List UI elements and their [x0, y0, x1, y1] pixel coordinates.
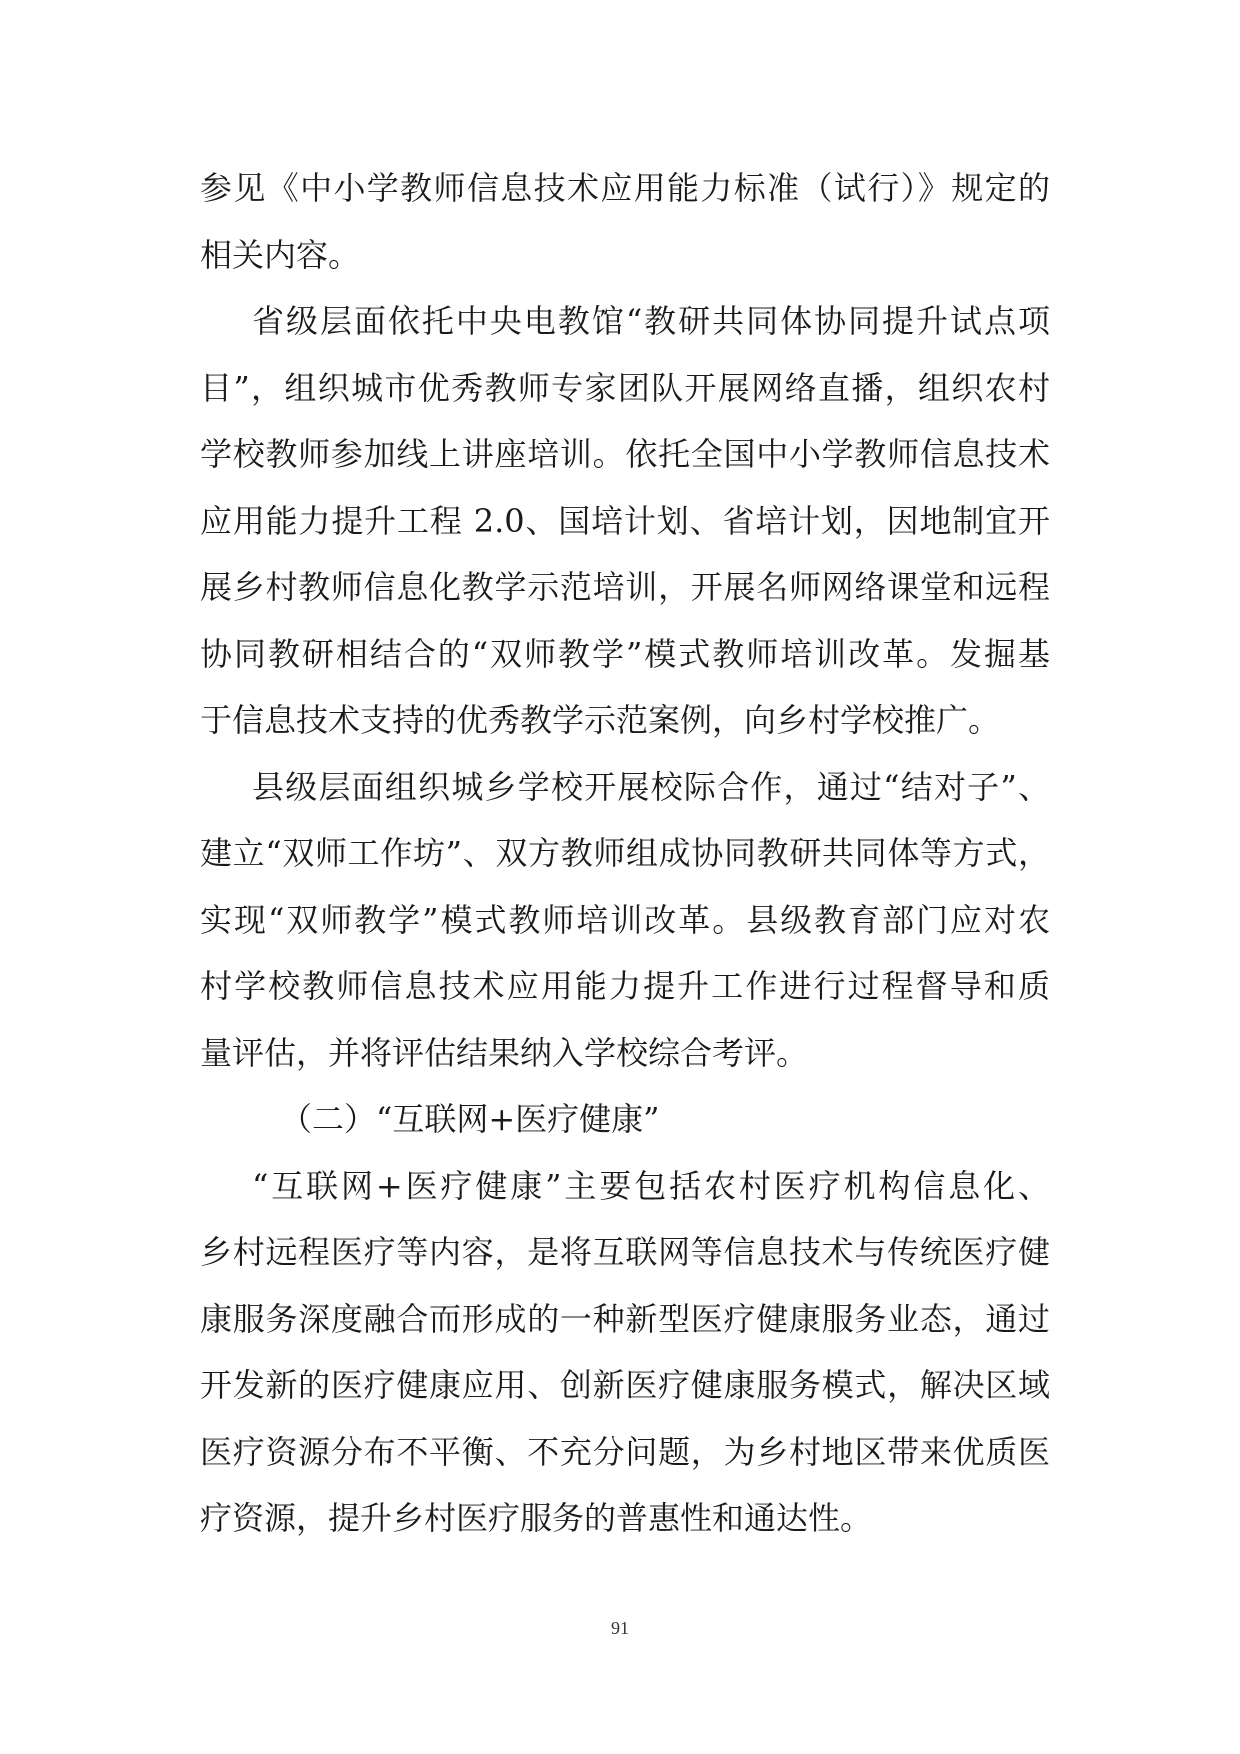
text-line: 展乡村教师信息化教学示范培训，开展名师网络课堂和远程	[200, 568, 1050, 606]
text-line: 省级层面依托中央电教馆“教研共同体协同提升试点项	[252, 302, 1050, 340]
text-line: 应用能力提升工程 2.0、国培计划、省培计划，因地制宜开	[200, 501, 1050, 540]
text-line: 乡村远程医疗等内容，是将互联网等信息技术与传统医疗健	[200, 1233, 1050, 1271]
text-line: 建立“双师工作坊”、双方教师组成协同教研共同体等方式，	[200, 834, 1050, 872]
text-line: 县级层面组织城乡学校开展校际合作，通过“结对子”、	[252, 767, 1050, 806]
text-line: 开发新的医疗健康应用、创新医疗健康服务模式，解决区域	[200, 1366, 1050, 1404]
body-text	[200, 155, 1050, 1552]
text-line: 学校教师参加线上讲座培训。依托全国中小学教师信息技术	[200, 435, 1050, 473]
page-number: 91	[611, 1618, 629, 1638]
text-line: 疗资源，提升乡村医疗服务的普惠性和通达性。	[200, 1499, 873, 1537]
text-line: 康服务深度融合而形成的一种新型医疗健康服务业态，通过	[200, 1299, 1050, 1338]
text-line: 量评估，并将评估结果纳入学校综合考评。	[200, 1033, 809, 1072]
text-line: 实现“双师教学”模式教师培训改革。县级教育部门应对农	[200, 900, 1050, 939]
text-line: 于信息技术支持的优秀教学示范案例，向乡村学校推广。	[200, 701, 1001, 739]
text-line: 协同教研相结合的“双师教学”模式教师培训改革。发掘基	[200, 634, 1050, 673]
text-line: “互联网+医疗健康”主要包括农村医疗机构信息化、	[252, 1166, 1050, 1205]
text-line: 参见《中小学教师信息技术应用能力标准（试行）》规定的	[200, 169, 1050, 207]
text-line: 相关内容。	[200, 235, 361, 274]
section-heading: （二）“互联网+医疗健康”	[280, 1100, 660, 1138]
text-line: 目”，组织城市优秀教师专家团队开展网络直播，组织农村	[200, 368, 1050, 407]
text-line: 村学校教师信息技术应用能力提升工作进行过程督导和质	[200, 967, 1050, 1005]
text-line: 医疗资源分布不平衡、不充分问题，为乡村地区带来优质医	[200, 1432, 1050, 1471]
